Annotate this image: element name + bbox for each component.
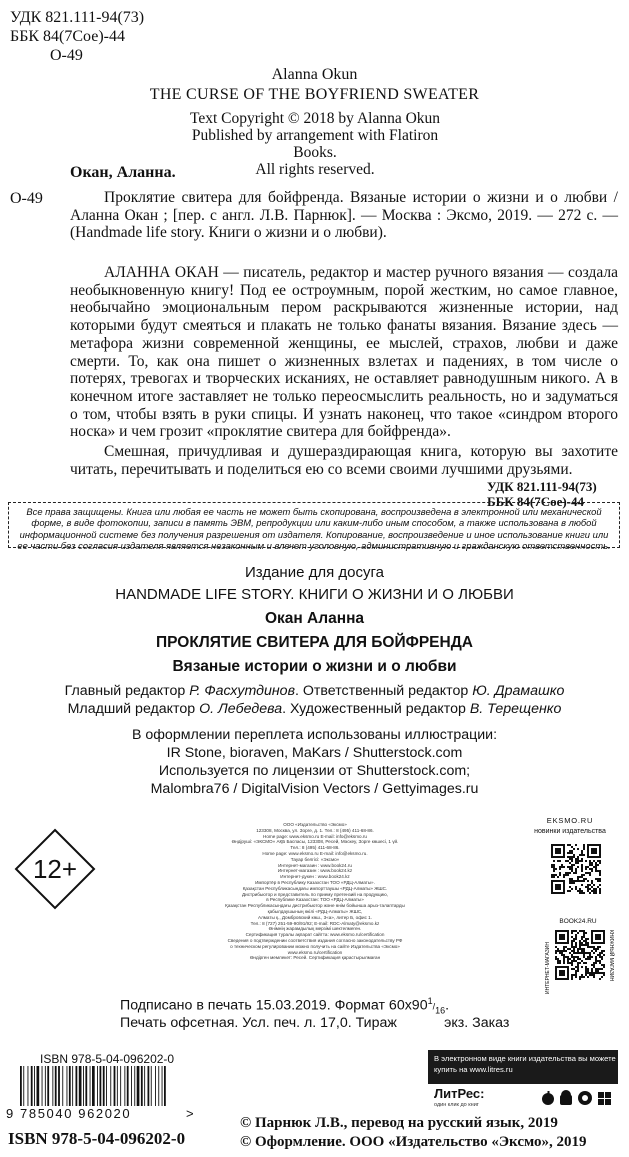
illustration-line: Malombra76 / DigitalVision Vectors / Gettyimages.ru (150, 781, 479, 797)
format-sup: 1 (427, 996, 433, 1006)
isbn-small: ISBN 978-5-04-096202-0 (40, 1052, 175, 1066)
book24-qr-code[interactable] (555, 930, 605, 980)
barcode-digits: 9 785040 962020 (6, 1106, 132, 1121)
editors-line-2 (0, 701, 629, 717)
editor-name: Р. Фасхутдинов (189, 683, 295, 699)
small-print-line: Өндіруші: «ЭКСМО» АҚБ Баспасы, 123308, Ресей, Мәскеу, Зорге көшесі, 1 үй. (231, 839, 399, 845)
original-author: Alanna Okun (271, 66, 358, 83)
small-print-line: о техническом регулировании можно получить на сайте Издательства «Эксмо» (230, 943, 400, 949)
age-rating-text: 12+ (32, 854, 78, 884)
small-print-line: Интернет-магазин : www.book24.ru (278, 862, 352, 868)
editor-name: Ю. Драмашко (472, 683, 565, 699)
rights-notice: Все права защищены. Книга или любая ее часть не может быть скопирована, воспроизведена в электронной или механической форме, в виде фотокопии, записи в память ЭВМ, репродукции или каким-либо иным способом, а также использована в любой информационной системе без получения разрешения от издателя. Копирование, воспроизведение и иное использование книги или ее части без согласия издателя является незаконным и влечет уголовную, административную и гражданскую ответственность. (8, 502, 620, 548)
copyright-translation: © Парнюк Л.В., перевод на русский язык, 2019 (240, 1115, 558, 1131)
isbn-big: ISBN 978-5-04-096202-0 (8, 1129, 186, 1148)
bib-code: О-49 (10, 190, 43, 207)
bib-udk: УДК 821.111-94(73) (487, 479, 597, 494)
litres-line-2: купить на www.litres.ru (434, 1065, 513, 1074)
editors-role: Младший редактор (67, 701, 200, 717)
bib-annotation: АЛАННА ОКАН — писатель, редактор и мастер ручного вязания — создала необыкновенную книгу! Под ее остроумным, порой жестким, но самое главное, необычайно эмоциональным пером раскрываются жизненные истории, над которыми будут смеяться и плакать не только фанаты вязания. Вязание здесь — метафора жизни современной женщины, ее мыслей, страхов, любви и даже смерти. То, как она пишет о жизненных взлетах и падениях, в том числе о потерях, тревогах и творческих исканиях, не оставляет равнодушным никого. А в конечном итоге заставляет не только переосмыслить реальность, но и задуматься о том, чтобы взять в руки спицы. И узнать наконец, что такое «синдром второго носка» и чем грозит «проклятие свитера для бойфренда». (70, 264, 618, 441)
small-print-line: Қазақстан Республикасындағы дистрибьютор және өнім бойынша арыз-талаптарды (225, 903, 405, 909)
small-print-line: 123308, Москва, ул. Зорге, д. 1. Тел.: 8 (495) 411-68-86. (256, 827, 374, 833)
litres-footer[interactable] (428, 1082, 618, 1110)
eksmo-qr-code[interactable] (551, 844, 601, 894)
bib-bbk: ББК 84(7Сое)-44 (487, 494, 585, 509)
small-print-line: Интернет-магазин : www.book24.kz (277, 868, 353, 874)
small-print-line: www.eksmo.ru/certification (287, 949, 343, 955)
small-print-line: Home page: www.eksmo.ru E-mail: info@eksmo.ru. (262, 850, 368, 856)
print-info-line-2: Печать офсетная. Усл. печ. л. 17,0. Тираж экз. Заказ (120, 1015, 510, 1031)
editor-name: В. Терещенко (469, 701, 562, 717)
bib-author-heading: Окан, Аланна. (70, 164, 176, 181)
book24-right-label: КНИЖНЫЙ МАГАЗИН (608, 930, 614, 982)
small-print-line: Тел.: 8 (727) 251-59-90/91/92; E-mail: RDC-Almaty@eksmo.kz (250, 920, 380, 926)
small-print-line: ООО «Издательство «Эксмо» (283, 822, 347, 827)
original-published: Published by arrangement with Flatiron Books. (191, 127, 439, 161)
edition-type: Издание для досуга (245, 564, 384, 581)
platform-icons (540, 1090, 614, 1106)
small-print-line: Өнімнің жарамдылық мерзімі шектелмеген. (268, 926, 362, 932)
small-print-line: Сертификация туралы ақпарат сайтта: www.eksmo.ru/certification (245, 932, 385, 938)
top-left-codes (10, 8, 144, 65)
imprint-title: ПРОКЛЯТИЕ СВИТЕРА ДЛЯ БОЙФРЕНДА (156, 634, 473, 651)
barcode-quiet-mark: > (186, 1106, 194, 1121)
litres-brand: ЛитРес: (434, 1086, 485, 1101)
eksmo-sublabel: новинки издательства (534, 828, 606, 835)
illustration-credits (0, 726, 629, 798)
series-name: HANDMADE LIFE STORY. КНИГИ О ЖИЗНИ И О ЛЮБВИ (115, 586, 514, 603)
litres-brand-sub: один клик до книг (434, 1102, 479, 1108)
original-rights (185, 110, 445, 178)
small-print-line: Алматы қ., Домбровский көш., 3«а», литер Б, офис 1. (258, 914, 372, 920)
illustration-line: В оформлении переплета использованы иллюстрации: (131, 727, 498, 743)
small-print-line: в Республике Казахстан: ТОО «РДЦ-Алматы» (266, 897, 364, 903)
print-signed: Подписано в печать 15.03.2019. Формат 60x90 (120, 997, 428, 1014)
illustration-line: Используется по лицензии от Shutterstock.com; (158, 763, 471, 779)
original-title: THE CURSE OF THE BOYFRIEND SWEATER (149, 86, 480, 103)
format-sub: 16 (435, 1005, 446, 1016)
eksmo-label: EKSMO.RU (546, 816, 594, 825)
small-print-line: қабылдаушының өкілі «РДЦ-Алматы» ЖШС, (267, 908, 363, 914)
original-copyright: Text Copyright © 2018 by Alanna Okun (189, 110, 441, 127)
small-print-line: Дистрибьютор и представитель по приему претензий на продукцию, (242, 891, 388, 897)
apple-icon (542, 1091, 554, 1105)
author-code: О-49 (50, 47, 83, 64)
editor-name: О. Лебедева (199, 701, 283, 717)
original-all-rights: All rights reserved. (255, 161, 375, 178)
imprint-subtitle: Вязаные истории о жизни и о любви (172, 658, 457, 675)
small-print-line: Home page: www.eksmo.ru E-mail: info@eksmo.ru (263, 833, 367, 839)
copyright-design: © Оформление. ООО «Издательство «Эксмо», 2019 (240, 1134, 587, 1150)
editors-role: . Ответственный редактор (294, 683, 473, 699)
editors-line-1 (0, 683, 629, 699)
blackberry-icon (578, 1091, 592, 1105)
bib-entry: Проклятие свитера для бойфренда. Вязаные истории о жизни и о любви / Аланна Окан ; [пер. с англ. Л.В. Парнюк]. — Москва : Эксмо, 2019. — 272 с. — (Handmade life story. Книги о жизни и о любви). (70, 189, 618, 242)
print-period: . (445, 997, 450, 1014)
illustration-line: IR Stone, bioraven, MaKars / Shutterstock.com (166, 745, 463, 761)
windows-icon (598, 1092, 611, 1105)
editors-role: . Художественный редактор (282, 701, 470, 717)
publisher-small-print (215, 822, 415, 961)
imprint-author: Окан Аланна (264, 610, 365, 627)
small-print-line: Қазақстан Республикасындағы импорттаушы «РДЦ-Алматы» ЖШС. (242, 885, 388, 891)
udk-code: УДК 821.111-94(73) (10, 9, 145, 26)
small-print-line: Интернет-дүкен : www.book24.kz (280, 874, 350, 880)
editors-role: Главный редактор (64, 683, 190, 699)
print-info-line-1: Подписано в печать 15.03.2019. Формат $60x90^1/_{16}$. (120, 996, 450, 1016)
small-print-line: Өндірген мемлекет: Ресей. Сертификация қарастырылмаған (249, 955, 381, 961)
small-print-line: Тел.: 8 (495) 411-68-86. (290, 845, 340, 851)
bib-annotation-2: Смешная, причудливая и душераздирающая книга, которую вы захотите читать, перечитывать и поделиться ею со всеми своими лучшими друзьями. (70, 443, 618, 478)
age-rating-badge (14, 828, 96, 910)
bbk-code: ББК 84(7Сое)-44 (10, 28, 125, 45)
android-icon (560, 1090, 572, 1105)
book24-label: BOOK24.RU (559, 918, 597, 925)
small-print-line: Импортёр в Республику Казахстан ТОО «РДЦ-Алматы». (255, 879, 375, 885)
small-print-line: Сведения о подтверждении соответствия издания согласно законодательству РФ (227, 937, 403, 943)
litres-line-1: В электронном виде книги издательства вы можете (434, 1054, 616, 1063)
book24-left-label: ИНТЕРНЕТ-МАГАЗИН (545, 942, 551, 994)
small-print-line: Тауар белгісі: «Эксмо» (290, 856, 340, 862)
